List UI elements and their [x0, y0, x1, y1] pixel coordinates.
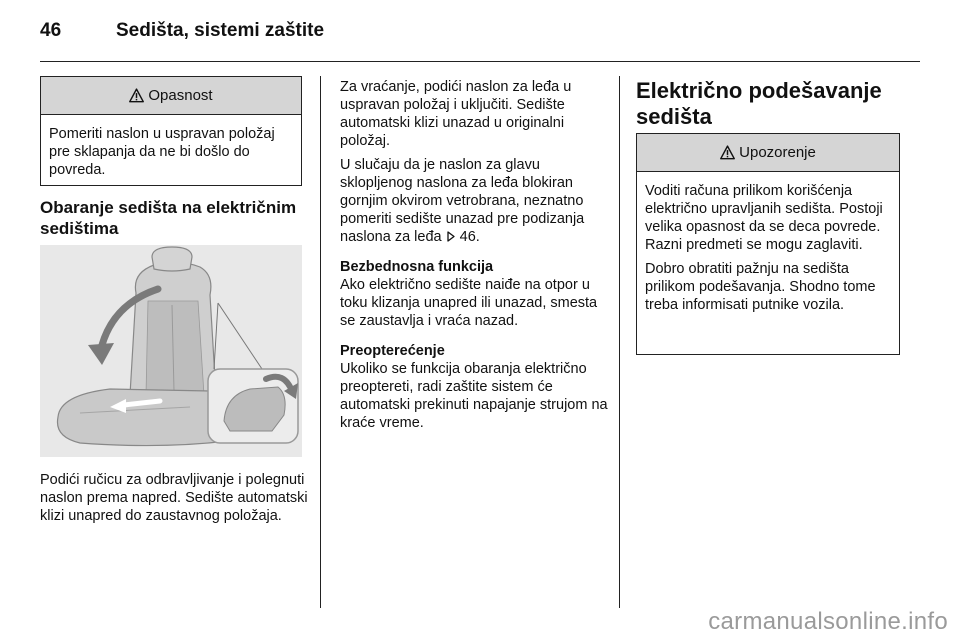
danger-paragraph: Pomeriti naslon u uspravan položaj pre sklapanja da ne bi došlo do povreda. [49, 126, 275, 178]
warning-box-header [637, 134, 899, 172]
overload-heading: Preopterećenje [340, 343, 445, 359]
danger-box [40, 76, 302, 186]
page-heading: Sedišta, sistemi zaštite [116, 20, 325, 41]
headrest-text: U slučaju da je naslon za glavu sklopljenog naslona za leđa blokiran gornjim okvirom vetrobrana, neznatno pomeriti sedište unazad pre podizanja naslona za leđa [340, 157, 585, 245]
page-header [40, 14, 920, 62]
warning-paragraph-2: Dobro obratiti pažnju na sedišta prilikom podešavanja. Shodno tome treba informisati putnike vozila. [645, 261, 876, 313]
safety-paragraph [340, 258, 608, 330]
column-divider [320, 76, 321, 608]
overload-paragraph [340, 342, 608, 432]
subheading-folding-seat: Obaranje sedišta na električnim sedištima [40, 198, 297, 238]
danger-text [41, 115, 301, 187]
headrest-paragraph [340, 156, 608, 246]
return-paragraph: Za vraćanje, podići naslon za leđa u uspravan položaj i uključiti. Sedište automatski klizi unazad u originalni položaj. [340, 79, 572, 149]
warning-paragraph-1: Voditi računa prilikom korišćenja električno upravljanih sedišta. Postoji velika opasnost da se deca povrede. Razni predmeti se mogu zaglaviti. [645, 183, 883, 253]
danger-label: Opasnost [148, 87, 213, 104]
safety-heading: Bezbednosna funkcija [340, 259, 494, 275]
warning-label: Upozorenje [739, 144, 816, 161]
watermark: carmanualsonline.info [708, 608, 948, 635]
warning-triangle-icon [720, 145, 735, 160]
warning-box [636, 133, 900, 355]
column1-paragraph: Podići ručicu za odbravljivanje i polegnuti naslon prema napred. Sedište automatski klizi unapred do zaustavnog položaja. [40, 472, 308, 524]
page-reference: 46. [459, 229, 480, 245]
page-reference-icon [446, 231, 456, 242]
danger-box-header [41, 77, 301, 115]
warning-triangle-icon [129, 88, 144, 103]
page-number: 46 [40, 20, 62, 41]
section-title: Električno podešavanje sedišta [636, 78, 882, 129]
safety-text: Ako električno sedište naiđe na otpor u toku klizanja unapred ili unazad, smesta se zaustavlja i vraća nazad. [340, 277, 598, 329]
column-divider [619, 76, 620, 608]
column2-text [340, 78, 608, 432]
warning-text [637, 172, 899, 322]
overload-text: Ukoliko se funkcija obaranja električno preoptereti, radi zaštite sistem će automatski prekinuti napajanje strujom na kraće vreme. [340, 361, 608, 431]
seat-recline-illustration-icon [40, 245, 302, 457]
seat-recline-illustration [40, 245, 302, 457]
